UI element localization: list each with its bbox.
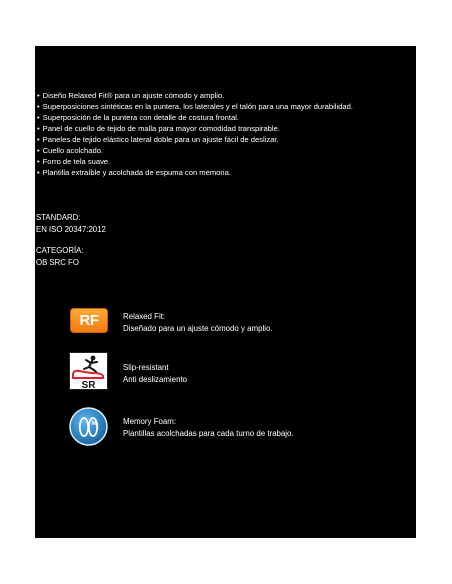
memory-foam-description: Plantillas acolchadas para cada turno de trabajo. bbox=[123, 428, 294, 438]
feature-item: • Forro de tela suave. bbox=[37, 156, 416, 167]
standard-value: EN ISO 20347:2012 bbox=[36, 224, 106, 234]
slip-resistant-icon bbox=[69, 352, 108, 390]
relaxed-fit-description: Diseñado para un ajuste cómodo y amplio. bbox=[123, 323, 273, 333]
rf-icon-text: RF bbox=[79, 312, 99, 329]
category-label: CATEGORÍA: bbox=[36, 246, 84, 255]
memory-foam-caption bbox=[123, 416, 294, 439]
standard-label: STANDARD: bbox=[36, 213, 81, 222]
memory-foam-icon-text: M bbox=[91, 421, 97, 427]
slip-resistant-description: Anti deslizamiento bbox=[123, 374, 188, 384]
relaxed-fit-title: Relaxed Fit: bbox=[123, 312, 166, 321]
memory-foam-icon bbox=[69, 407, 108, 446]
memory-foam-title: Memory Foam: bbox=[123, 417, 177, 426]
product-sheet bbox=[35, 46, 416, 538]
slip-resistant-caption bbox=[123, 362, 187, 385]
feature-item: • Paneles de tejido elástico lateral doble para un ajuste fácil de deslizar. bbox=[37, 134, 416, 145]
relaxed-fit-caption bbox=[123, 311, 273, 334]
slip-resistant-icon-text: SR bbox=[81, 380, 96, 390]
slip-resistant-icon-graphic bbox=[69, 352, 108, 390]
feature-item: • Superposiciones sintéticas en la puntera, los laterales y el talón para una mayor durabilidad. bbox=[37, 101, 416, 112]
feature-item: • Cuello acolchado. bbox=[37, 145, 416, 156]
feature-item: • Plantilla extraíble y acolchada de espuma con memoria. bbox=[37, 167, 416, 178]
category-block bbox=[36, 245, 84, 268]
category-value: OB SRC FO bbox=[36, 257, 79, 267]
feature-item: • Superposición de la puntera con detalle de costura frontal. bbox=[37, 112, 416, 123]
standard-block bbox=[36, 212, 106, 235]
feature-item: • Panel de cuello de tejido de malla para mayor comodidad transpirable. bbox=[37, 123, 416, 134]
slip-resistant-title: Slip-resistant bbox=[123, 363, 169, 372]
feature-list bbox=[37, 90, 416, 178]
feature-item: • Diseño Relaxed Fit® para un ajuste cómodo y amplio. bbox=[37, 90, 416, 101]
memory-foam-icon-graphic bbox=[69, 407, 108, 446]
rf-icon bbox=[70, 308, 108, 333]
